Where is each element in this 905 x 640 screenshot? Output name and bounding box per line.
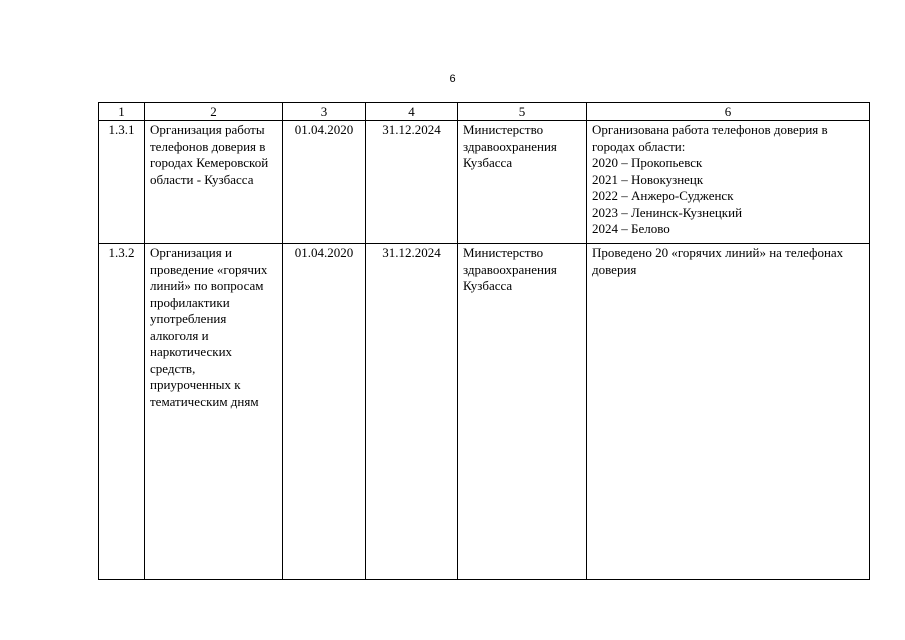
result-line: 2022 – Анжеро-Судженск (592, 188, 734, 203)
header-cell-4: 4 (366, 103, 458, 121)
measures-table (98, 102, 870, 580)
table-row (99, 244, 870, 580)
result: Проведено 20 «горячих линий» на телефонах доверия (587, 244, 870, 580)
start-date: 01.04.2020 (283, 121, 366, 244)
table-header-row (99, 103, 870, 121)
result-line: 2020 – Прокопьевск (592, 155, 703, 170)
end-date: 31.12.2024 (366, 121, 458, 244)
measure-name: Организация и проведение «горячих линий» по вопросам профилактики употребления алкоголя и наркотических средств, приуроченных к тематическим дням (145, 244, 283, 580)
result (587, 121, 870, 244)
table-row (99, 121, 870, 244)
header-cell-5: 5 (458, 103, 587, 121)
executor: Министерство здравоохранения Кузбасса (458, 244, 587, 580)
result-line: 2021 – Новокузнецк (592, 171, 704, 187)
start-date: 01.04.2020 (283, 244, 366, 580)
header-cell-6: 6 (587, 103, 870, 121)
header-cell-2: 2 (145, 103, 283, 121)
measure-name: Организация работы телефонов доверия в городах Кемеровской области - Кузбасса (145, 121, 283, 244)
result-line: 2024 – Белово (592, 221, 670, 236)
page-number: 6 (449, 73, 456, 85)
result-line: 2023 – Ленинск-Кузнецкий (592, 204, 743, 220)
executor: Министерство здравоохранения Кузбасса (458, 121, 587, 244)
end-date: 31.12.2024 (366, 244, 458, 580)
header-cell-1: 1 (99, 103, 145, 121)
header-cell-3: 3 (283, 103, 366, 121)
row-number: 1.3.1 (99, 121, 145, 244)
row-number: 1.3.2 (99, 244, 145, 580)
result-line: Организована работа телефонов доверия в городах области: (592, 122, 828, 154)
